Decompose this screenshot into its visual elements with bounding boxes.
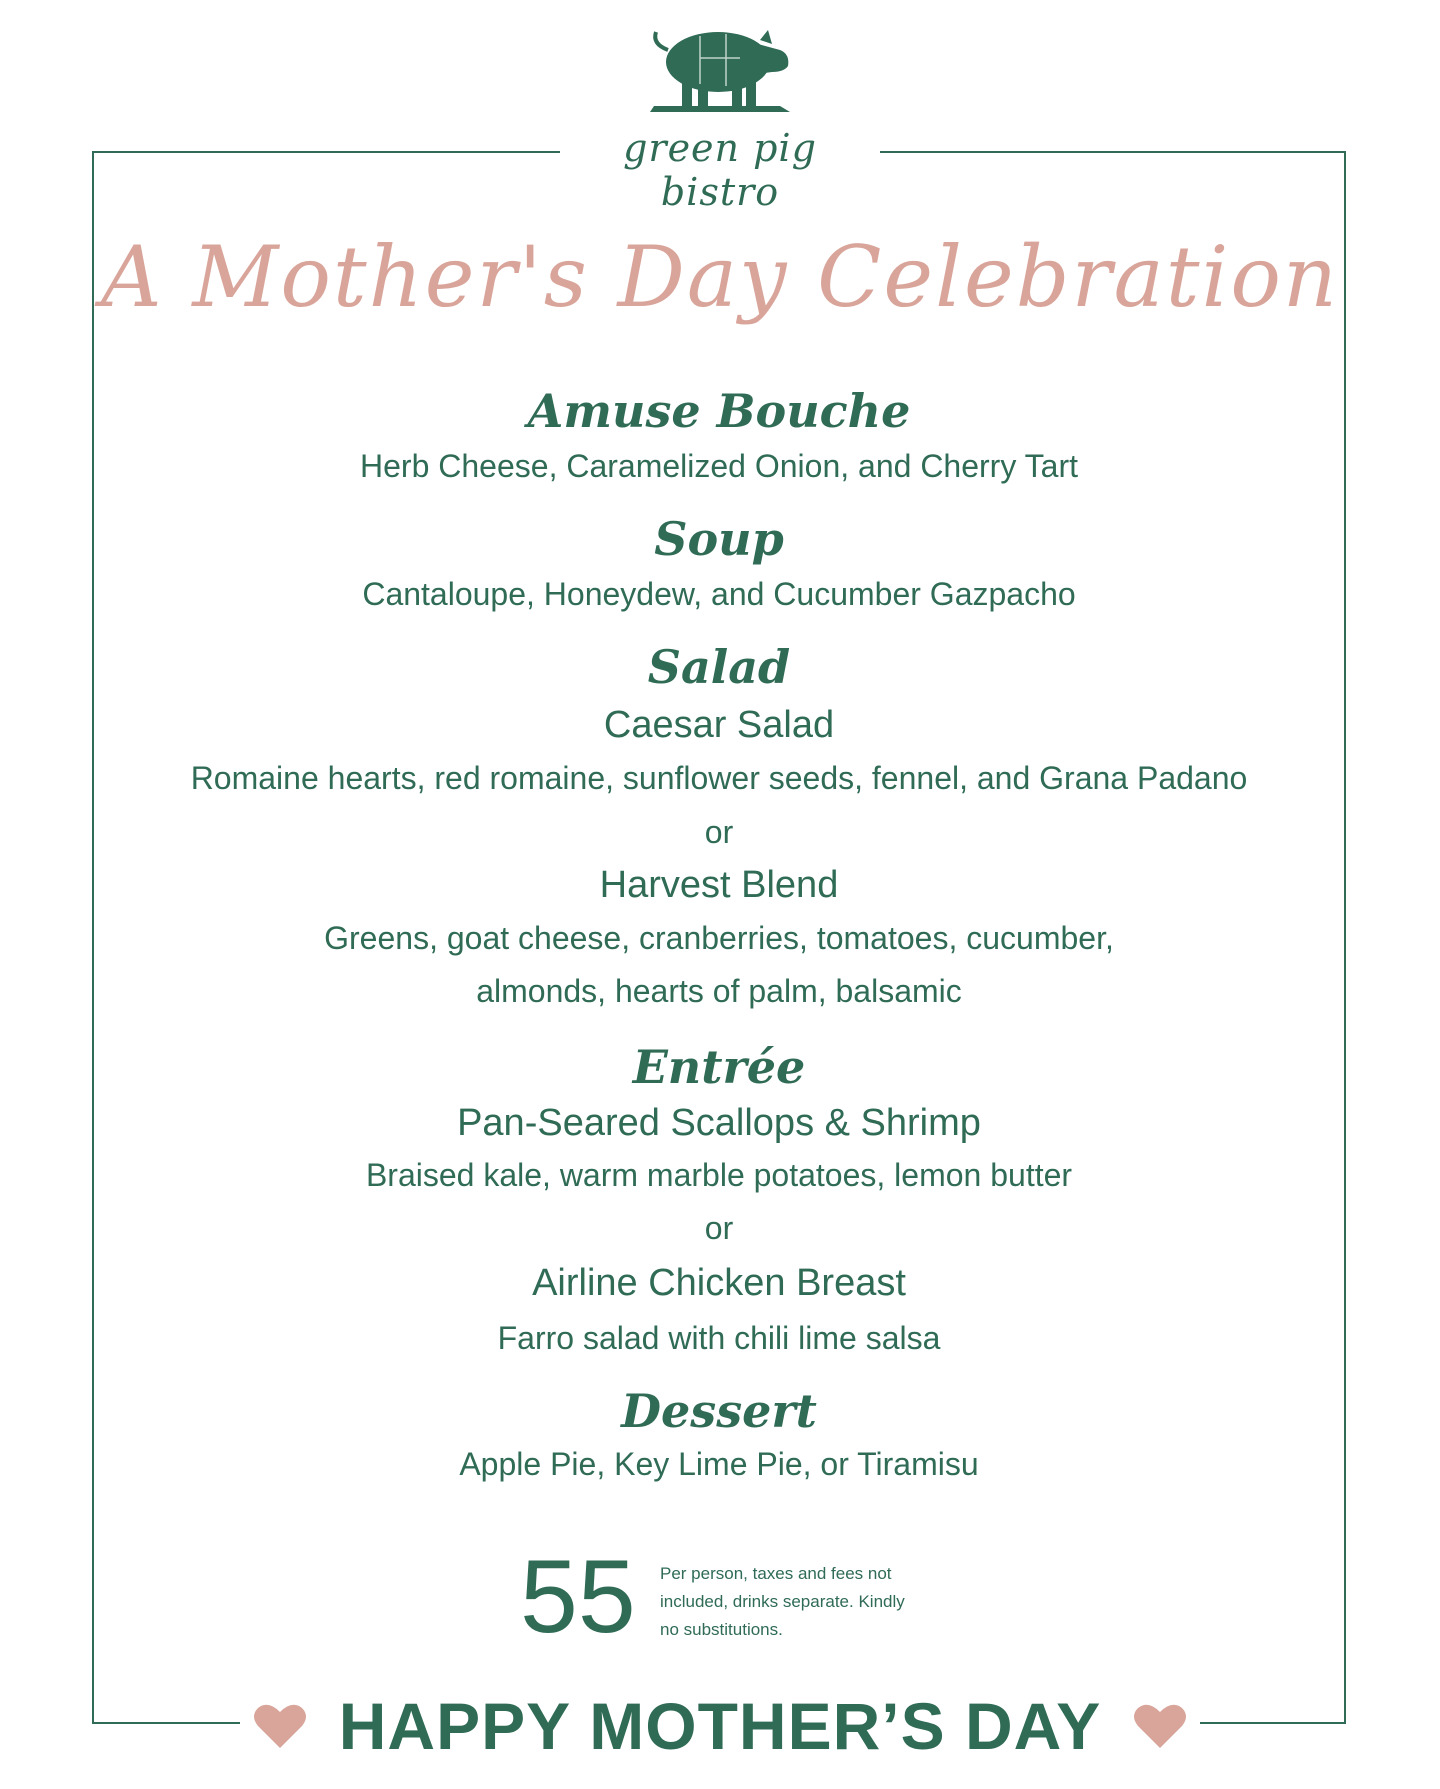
salad-option-2-name: Harvest Blend <box>599 864 839 906</box>
salad-option-2-description-line-2: almonds, hearts of palm, balsamic <box>476 973 962 1009</box>
entree-option-1-description: Braised kale, warm marble potatoes, lemon butter <box>365 1157 1073 1193</box>
salad-option-2-description-line-1: Greens, goat cheese, cranberries, tomatoes, cucumber, <box>324 920 1114 956</box>
price-note-line-3: no substitutions. <box>660 1620 783 1639</box>
brand-name: green pig bistro <box>623 126 817 214</box>
salad-option-1-description: Romaine hearts, red romaine, sunflower seeds, fennel, and Grana Padano <box>190 760 1248 796</box>
entree-option-2-name: Airline Chicken Breast <box>532 1262 906 1304</box>
page-title: A Mother's Day Celebration <box>100 228 1339 326</box>
price: 55 <box>520 1539 636 1655</box>
course-heading-amuse: Amuse Bouche <box>527 384 911 438</box>
entree-or-separator: or <box>704 1210 734 1246</box>
price-note-line-1: Per person, taxes and fees not <box>660 1564 892 1583</box>
salad-option-1-name: Caesar Salad <box>603 704 835 746</box>
price-note-line-2: included, drinks separate. Kindly <box>660 1592 905 1611</box>
heart-icon <box>1132 1700 1188 1750</box>
footer-greeting: HAPPY MOTHER’S DAY <box>338 1689 1102 1763</box>
dessert-description: Apple Pie, Key Lime Pie, or Tiramisu <box>459 1446 979 1482</box>
course-heading-soup: Soup <box>654 512 784 566</box>
menu <box>92 0 1346 1789</box>
salad-or-separator: or <box>704 814 734 850</box>
heart-icon <box>252 1700 308 1750</box>
entree-option-1-name: Pan-Seared Scallops & Shrimp <box>457 1102 981 1144</box>
price-note <box>660 1560 920 1644</box>
entree-option-2-description: Farro salad with chili lime salsa <box>497 1320 941 1356</box>
course-heading-entree: Entrée <box>632 1040 806 1094</box>
soup-description: Cantaloupe, Honeydew, and Cucumber Gazpacho <box>362 576 1076 612</box>
course-heading-dessert: Dessert <box>621 1384 817 1438</box>
amuse-description: Herb Cheese, Caramelized Onion, and Cherry Tart <box>360 448 1078 484</box>
course-heading-salad: Salad <box>647 640 791 694</box>
